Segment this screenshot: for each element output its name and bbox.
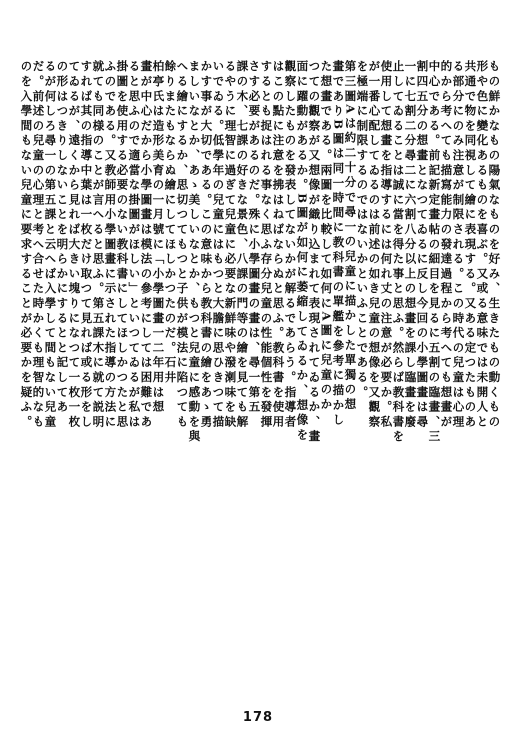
text-column-13: 第三圖Aは約二十分で尋一の兒童に描かした單獨の想 [343,60,358,413]
text-column-2: 形や色に變化あるものを喜ぶ。又或る意味では未開人と [475,60,490,430]
text-column-11: が一番心配してゐるのは前述の如き兒童の想像を又觀察 [367,60,382,430]
text-column-5: 的から考へても描寫能力の發達過程から考へても想畫が [439,60,454,430]
text-column-19: はこの點に注意を拂はねばならぬと思ふ。教科書を使用 [271,60,286,430]
text-column-3: 共通で物を同視して繪に表現する。又ある定つたものあ [463,60,478,430]
page-number: 178 [242,710,274,725]
text-column-36: てゐるが、遠くから見れば大きい塊りになつて一枚一枚 [67,60,82,430]
text-column-37: の形はつきりしないことを明らかにするとと記してあ [55,60,70,416]
text-column-21: さす必要があるのだ。殊に小學圖畫の畫は、尋一第五 [247,60,262,416]
text-column-23: るやうに理智に過ぎて兒童に必要な新鮮味や潑溂味を缺 [223,60,238,430]
text-column-9: 止してゐることは誠に當を得た事と思ふ。然らば教科書を [391,60,406,445]
text-column-7: 割四五分の想畫となつてゐるに反し今回の小學圖畫は尋 [415,60,430,430]
text-column-20: するとも捉はれる事なく思ふ存分兒童の性能個性を發揮 [259,60,274,430]
text-column-8: 一に七割二分尋二に六割八分以上の想畫を課し臨畫を廢 [403,60,418,430]
text-column-4: る部分にのみ注意が制限される。この時代の兒童は心理 [451,60,466,430]
text-column-14: 畫でありB圖は同一時間に教科書の單艦を參考に描かし [331,60,346,429]
text-column-15: た想畫である。兩圖を比較して如何にA圖に兒童のか [319,60,334,413]
text-column-30: 畫が中心だから小學圖畫は模法の參考にしては困難であ [139,60,154,430]
text-column-38: るが何しろ尋一の第五課と云へば入學して間もない兒童 [43,60,58,430]
text-column-1: もの鮮かなもの陽氣なものを好み、生きたもの動くもの [487,60,502,430]
text-column-18: 觀察したものを發表してないかが解るであらう。指導者 [283,60,298,430]
text-column-25: かす事が大切である。この意味から教科書の繪をあゝ勇 [199,60,214,430]
text-column-22: 課の木、七課の好きな景色、八課の門等の繪を見ても解 [235,60,250,430]
text-column-39: だ。前述の兒童の心理と考へ合せた時かくも理智的なも [31,60,46,430]
text-column-31: ると思ふので適當な掛圖がほしい」といつてゐるが私は [127,60,142,430]
text-column-28: 餘りまたもならぬ繪にしてほしかつたのだ。石井 [163,60,178,386]
text-column-10: 使用して想畫を指導するには何れ丈の注意が必要か。私 [379,60,394,430]
text-column-29: 柏亭氏は造形美育の一月號に「小學圖畫一二年用は想 [151,60,166,416]
text-column-12: を極端に制限するのではないかといふことである。 [355,60,370,401]
text-column-6: 中心である。前記新定畫帖の細目を見るに五割の臨畫、三 [427,60,442,445]
text-column-34: 就ても同様のことが言へると思ふ。第五課木に就て説明 [91,60,106,430]
text-column-35: すれば其の指導中葉は一枚だけ取つて見れば或る形をし [79,60,94,430]
text-column-17: 面に躍動があるか。B圖が如何に萎縮してゐるか、想像を [295,60,310,443]
text-column-26: ましいなとか、あゝ美しいなとか、もつと兒童に感動を與 [187,60,202,445]
text-column-32: 掛圖を使用する必要のない教科書にしてほしかつたと思 [115,60,130,430]
text-column-24: いでゐる。低學年の兒童にはもつと大膽に思ひきつて描 [211,60,226,430]
text-column-16: つての觀察が又想像が織り込まれて表現されてゐるか、畫 [307,60,322,445]
text-column-40: のを入學間もない兒童に要求することが必要かを疑ふ。 [19,60,34,430]
text-column-33: ふのである。又教師用小學圖畫に示された指導の方法に [103,60,118,430]
text-column-27: へる繪にするか、思切つてもつと子供が模法に陷つても [175,60,190,430]
